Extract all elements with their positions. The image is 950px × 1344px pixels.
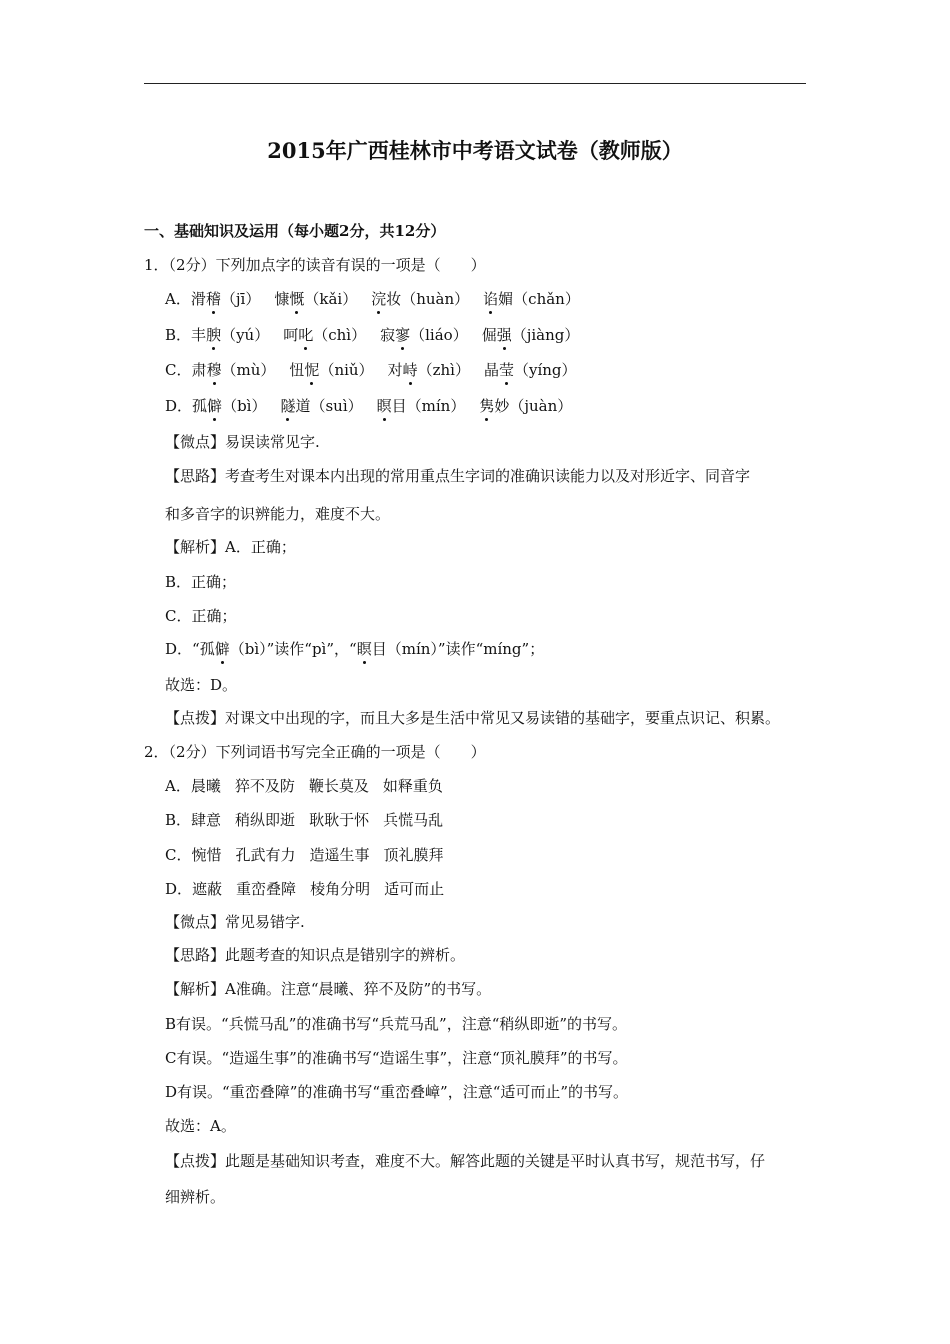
q1-d-item-1: 隧道（suì） [280,397,363,415]
q1-silu-line1: 【思路】考查考生对课本内出现的常用重点生字词的准确识读能力以及对形近字、同音字 [165,467,751,485]
q2-jiexi-c: C有误。“造遥生事”的准确书写“造谣生事”，注意“顶礼膜拜”的书写。 [165,1049,628,1067]
q2-jiexi-d: D有误。“重峦叠障”的准确书写“重峦叠嶂”，注意“适可而止”的书写。 [165,1083,629,1101]
q1-weidian: 【微点】易误读常见字. [165,433,320,451]
q1-jiexi-b: B．正确； [165,573,237,591]
q2-option-c: C．惋惜 孔武有力 造遥生事 顶礼膜拜 [165,846,444,864]
q1-b-item-1: 呵叱（chì） [283,326,367,344]
q1-jiexi-c: C．正确； [165,607,237,625]
q2-stem: 2．（2分）下列词语书写完全正确的一项是（ ） [144,743,486,761]
q1-option-c: C．肃穆（mù） 忸怩（niǔ） 对峙（zhì） 晶莹（yíng） [165,361,577,379]
q1-b-item-0: 丰腴（yú） [191,326,270,344]
q1-silu-line2: 和多音字的识辨能力，难度不大。 [165,505,391,523]
page-title: 2015年广西桂林市中考语文试卷（教师版） [267,138,683,163]
q2-jiexi-b: B有误。“兵慌马乱”的准确书写“兵荒马乱”，注意“稍纵即逝”的书写。 [165,1015,628,1033]
q1-option-b: B．丰腴（yú） 呵叱（chì） 寂寥（liáo） 倔强（jiàng） [165,326,580,344]
q1-b-item-3: 倔强（jiàng） [481,326,580,344]
q1-c-item-0: 肃穆（mù） [191,361,276,379]
q1-c-item-2: 对峙（zhì） [387,361,470,379]
q1-stem: 1．（2分）下列加点字的读音有误的一项是（ ） [144,256,486,274]
q2-dianbo-line1: 【点拨】此题是基础知识考查，难度不大。解答此题的关键是平时认真书写，规范书写，仔 [165,1152,766,1170]
q1-c-item-1: 忸怩（niǔ） [289,361,374,379]
q2-silu: 【思路】此题考查的知识点是错别字的辨析。 [165,946,466,964]
q2-jiexi-a: 【解析】A准确。注意“晨曦、猝不及防”的书写。 [165,980,492,998]
q2-answer: 故选：A。 [165,1117,236,1135]
q1-a-item-0: 滑稽（jī） [190,290,261,308]
q1-jiexi-d: D．“孤僻（bì）”读作“pì”，“瞑目（mín）”读作“míng”； [165,640,545,658]
q1-answer: 故选：D。 [165,676,238,694]
q1-c-item-3: 晶莹（yíng） [483,361,577,379]
q1-jiexi-a: 【解析】A．正确； [165,538,296,556]
q1-a-item-3: 谄媚（chǎn） [483,290,580,308]
q1-b-item-2: 寂寥（liáo） [380,326,468,344]
q1-d-item-3: 隽妙（juàn） [479,397,573,415]
q1-a-item-1: 慷慨（kǎi） [274,290,358,308]
q2-option-a: A．晨曦 猝不及防 鞭长莫及 如释重负 [165,777,443,795]
q2-weidian: 【微点】常见易错字. [165,913,305,931]
q1-option-a: A．滑稽（jī） 慷慨（kǎi） 浣妆（huàn） 谄媚（chǎn） [165,290,580,308]
header-rule [144,83,806,84]
q2-dianbo-line2: 细辨析。 [165,1188,226,1206]
q1-a-item-2: 浣妆（huàn） [371,290,470,308]
q1-dianbo: 【点拨】对课文中出现的字，而且大多是生活中常见又易读错的基础字，要重点识记、积累。 [165,709,781,727]
q2-option-b: B．肆意 稍纵即逝 耿耿于怀 兵慌马乱 [165,811,444,829]
q1-d-item-2: 瞑目（mín） [376,397,466,415]
section-heading: 一、基础知识及运用（每小题2分，共12分） [144,222,446,240]
q1-option-d: D．孤僻（bì） 隧道（suì） 瞑目（mín） 隽妙（juàn） [165,397,573,415]
q2-option-d: D．遮蔽 重峦叠障 棱角分明 适可而止 [165,880,445,898]
q1-d-item-0: 孤僻（bì） [192,397,267,415]
